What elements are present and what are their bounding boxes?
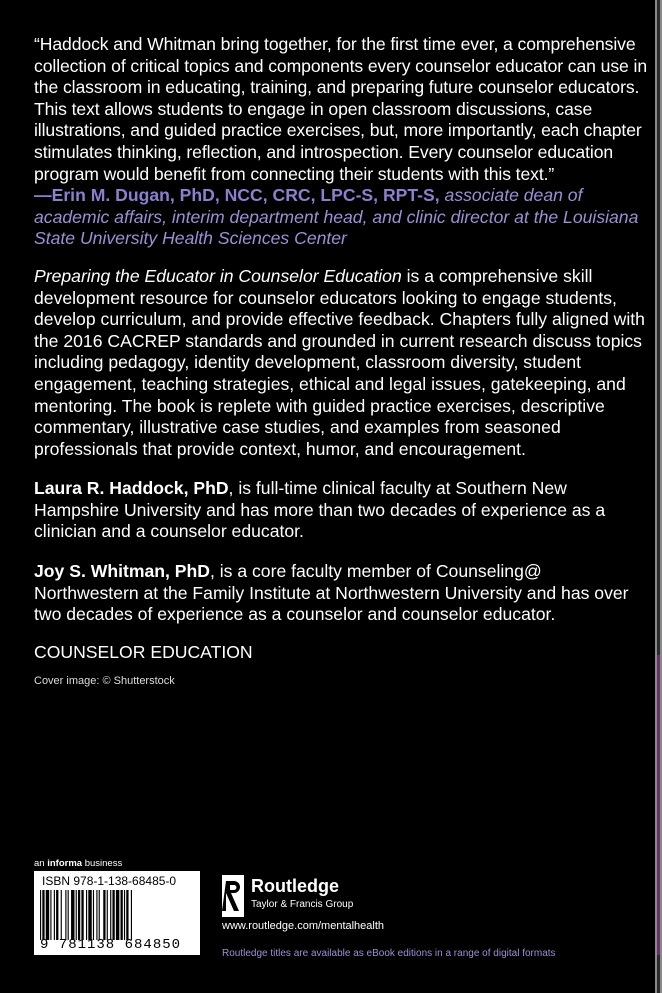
spine-edge (655, 0, 662, 993)
publisher-group: Taylor & Francis Group (251, 899, 354, 910)
author-bio-text: , is a core faculty member of Counseling@ Northwestern at the Family Institute at Northwestern University and has over two decades of experience as a counselor and counselor educator. (34, 561, 629, 625)
author-bio-haddock (34, 478, 649, 543)
book-description (34, 266, 649, 460)
informa-business-label: an informa business (34, 858, 123, 869)
endorser-name: —Erin M. Dugan, PhD, NCC, CRC, LPC-S, RPT-S, (34, 185, 440, 206)
back-cover-text (34, 34, 649, 687)
author-bio-text: , is full-time clinical faculty at Southern New Hampshire University and has more than two decades of experience as a clinician and a counselor educator. (34, 478, 606, 542)
publisher-name: Routledge (251, 876, 339, 896)
ebook-availability-note: Routledge titles are available as eBook editions in a range of digital formats (222, 948, 556, 959)
publisher-url[interactable]: www.routledge.com/mentalhealth (222, 920, 385, 932)
description-body: is a comprehensive skill development resource for counselor educators looking to engage students, develop curriculum, and provide effective feedback. Chapters fully aligned with the 2016 CACREP standards and grounded in current research discuss topics including pedagogy, identity development, classroom diversity, student engagement, teaching strategies, ethical and legal issues, gatekeeping, and mentoring. The book is replete with guided practice exercises, descriptive commentary, illustrative case studies, and examples from seasoned professionals that provide context, humor, and encouragement. (34, 265, 645, 459)
endorsement-quote: “Haddock and Whitman bring together, for the first time ever, a comprehensive collection of critical topics and components every counselor educator can use in the classroom in educating, training, and preparing future counselor educators. This text allows students to engage in open classroom discussions, case illustrations, and guided practice exercises, but, more importantly, each chapter stimulates thinking, reflection, and introspection. Every counselor education program would benefit from connecting their students with this text.” (34, 34, 648, 184)
isbn-number: ISBN 978-1-138-68485-0 (42, 874, 177, 888)
routledge-logo-icon (222, 875, 244, 917)
endorsement-attribution (34, 185, 649, 250)
isbn-barcode (34, 871, 200, 955)
book-title: Preparing the Educator in Counselor Education (34, 265, 402, 286)
subject-category: COUNSELOR EDUCATION (34, 641, 253, 662)
cover-image-credit: Cover image: © Shutterstock (34, 675, 175, 688)
author-name: Laura R. Haddock, PhD (34, 478, 229, 499)
author-name: Joy S. Whitman, PhD (34, 561, 210, 582)
author-bio-whitman (34, 561, 649, 626)
endorser-role: associate dean of academic affairs, interim department head, and clinic director at the Louisiana State University Health Sciences Center (34, 185, 639, 249)
barcode-bars (38, 890, 196, 940)
barcode-digits: 9 781138 684850 (40, 937, 182, 953)
